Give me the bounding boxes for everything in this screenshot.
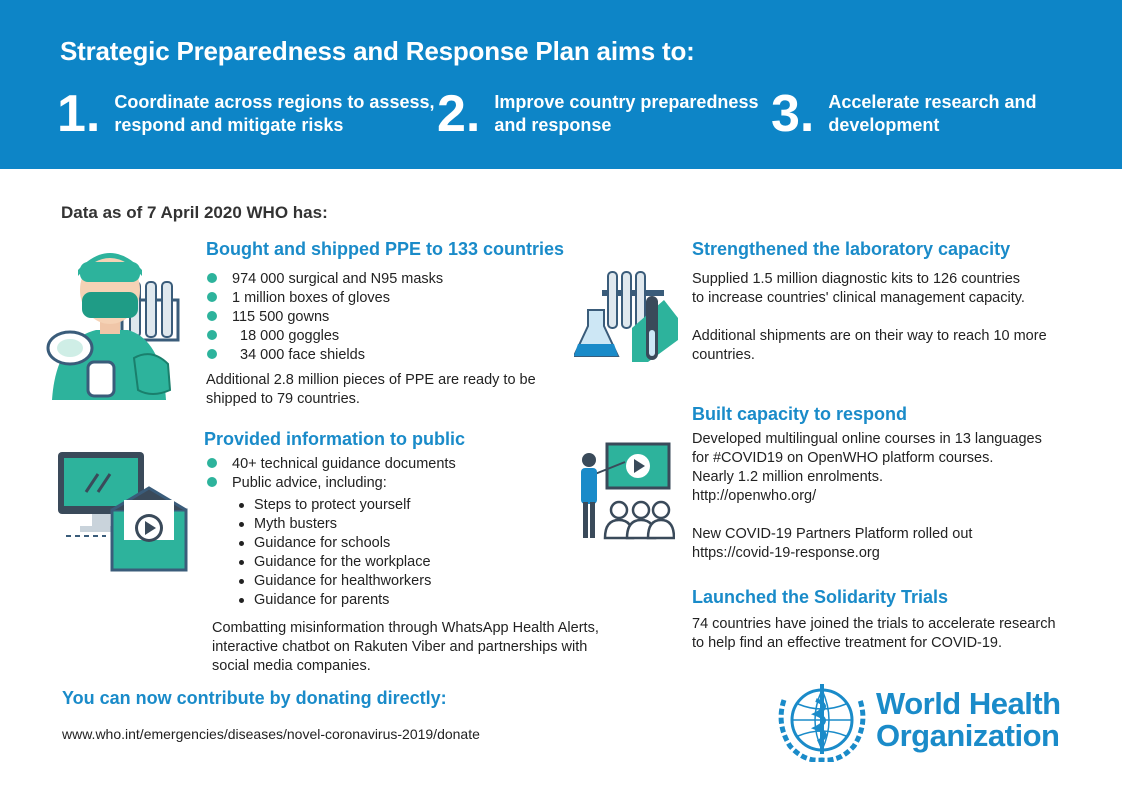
info-note-line: social media companies. [212, 658, 371, 674]
header-banner [0, 0, 1122, 169]
list-item: 1 million boxes of gloves [206, 289, 443, 308]
ppe-note-line: Additional 2.8 million pieces of PPE are ready to be [206, 372, 536, 388]
aim-number: 2. [437, 85, 481, 143]
solidarity-line: 74 countries have joined the trials to accelerate research [692, 616, 1056, 632]
list-item: Public advice, including: [206, 474, 456, 493]
covid-response-link[interactable]: https://covid-19-response.org [692, 545, 880, 561]
data-as-of: Data as of 7 April 2020 WHO has: [61, 203, 328, 222]
donate-link[interactable]: www.who.int/emergencies/diseases/novel-coronavirus-2019/donate [62, 726, 480, 742]
ppe-title: Bought and shipped PPE to 133 countries [206, 239, 565, 259]
aim-line: Improve country preparedness [494, 92, 759, 112]
ppe-list [206, 270, 443, 365]
solidarity-line: to help find an effective treatment for COVID-19. [692, 635, 1003, 651]
monitor-envelope-icon [58, 452, 193, 577]
capacity-line: New COVID-19 Partners Platform rolled out [692, 526, 973, 542]
lab-line: to increase countries' clinical management capacity. [692, 290, 1025, 306]
list-item: 18 000 goggles [206, 327, 443, 346]
capacity-line: for #COVID19 on OpenWHO platform courses. [692, 450, 994, 466]
info-note-line: interactive chatbot on Rakuten Viber and partnerships with [212, 639, 588, 655]
list-item: 40+ technical guidance documents [206, 455, 456, 474]
lab-flask-icon [574, 270, 680, 366]
aim-line: and response [494, 115, 612, 135]
aim-number: 3. [771, 85, 815, 143]
list-item: Steps to protect yourself [206, 496, 431, 515]
lab-title: Strengthened the laboratory capacity [692, 239, 1011, 259]
logo-line: Organization [876, 718, 1060, 753]
info-list [206, 455, 456, 493]
page-title: Strategic Preparedness and Response Plan aims to: [60, 36, 695, 66]
info-note [212, 619, 599, 676]
solidarity-paragraph [692, 615, 1056, 653]
logo-line: World Health [876, 686, 1061, 721]
list-item: Guidance for parents [206, 591, 431, 610]
list-item: 115 500 gowns [206, 308, 443, 327]
aim-text [494, 88, 758, 137]
info-sublist [206, 496, 431, 610]
lab-paragraph-2 [692, 327, 1047, 365]
lab-line: countries. [692, 347, 755, 363]
capacity-line: Developed multilingual online courses in 13 languages [692, 431, 1042, 447]
aim-number: 1. [57, 85, 101, 143]
donate-title: You can now contribute by donating directly: [62, 688, 447, 708]
aim-1 [57, 85, 435, 143]
solidarity-title: Launched the Solidarity Trials [692, 587, 949, 607]
presenter-training-icon [575, 440, 675, 542]
lab-line: Supplied 1.5 million diagnostic kits to 126 countries [692, 271, 1021, 287]
list-item: Myth busters [206, 515, 431, 534]
aim-2 [437, 85, 759, 143]
who-emblem-icon [776, 680, 868, 762]
info-title: Provided information to public [204, 429, 465, 449]
capacity-title: Built capacity to respond [692, 404, 908, 424]
lab-line: Additional shipments are on their way to reach 10 more [692, 328, 1047, 344]
list-item: 974 000 surgical and N95 masks [206, 270, 443, 289]
list-item: 34 000 face shields [206, 346, 443, 365]
aim-line: Coordinate across regions to assess, [114, 92, 435, 112]
who-logo-text [876, 688, 1061, 752]
partners-paragraph [692, 525, 972, 563]
aim-line: respond and mitigate risks [114, 115, 344, 135]
info-note-line: Combatting misinformation through WhatsApp Health Alerts, [212, 620, 599, 636]
capacity-line: Nearly 1.2 million enrolments. [692, 469, 883, 485]
aim-3 [771, 85, 1037, 143]
list-item: Guidance for the workplace [206, 553, 431, 572]
aim-line: development [828, 115, 940, 135]
aim-line: Accelerate research and [828, 92, 1037, 112]
aim-text [114, 88, 434, 137]
health-worker-icon [42, 240, 182, 400]
openwho-link[interactable]: http://openwho.org/ [692, 488, 817, 504]
capacity-paragraph [692, 430, 1042, 506]
ppe-note-line: shipped to 79 countries. [206, 391, 360, 407]
ppe-note [206, 371, 536, 409]
list-item: Guidance for schools [206, 534, 431, 553]
aim-text [828, 88, 1036, 137]
lab-paragraph-1 [692, 270, 1025, 308]
list-item: Guidance for healthworkers [206, 572, 431, 591]
